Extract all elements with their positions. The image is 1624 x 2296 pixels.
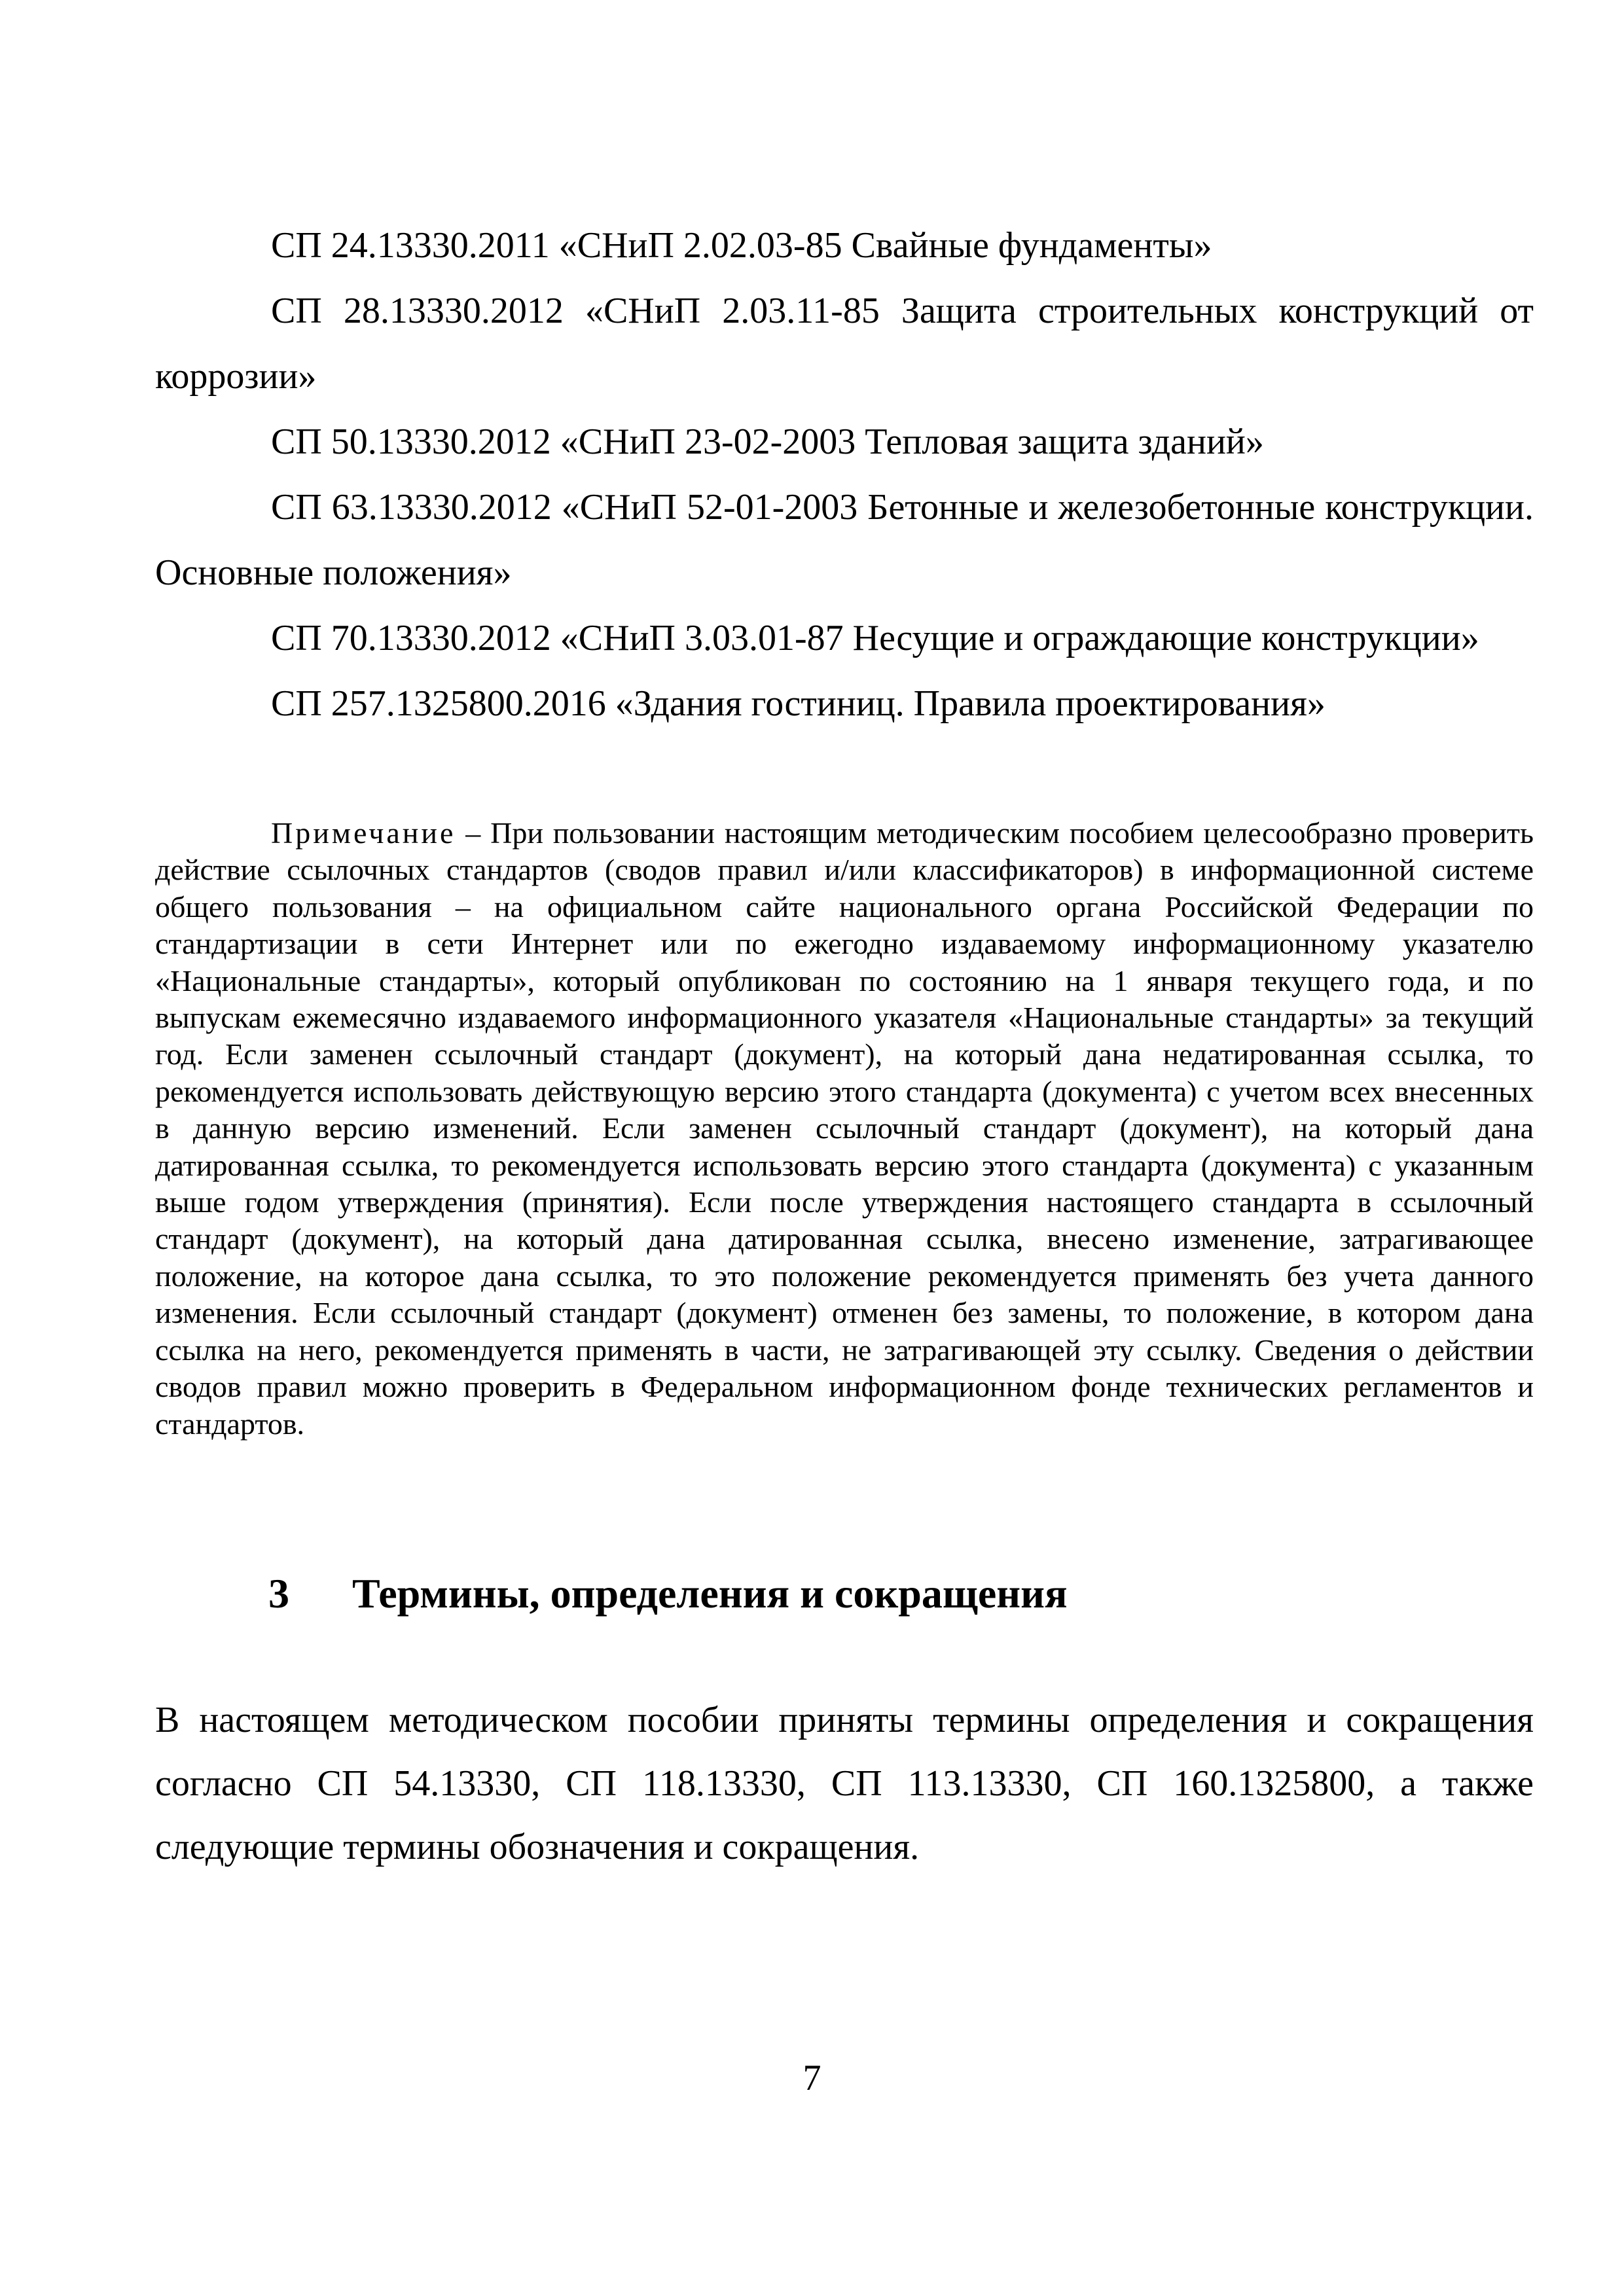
normative-references-list (155, 213, 1534, 736)
reference-item: СП 24.13330.2011 «СНиП 2.02.03-85 Свайные фундаменты» (271, 225, 1212, 266)
note-text: – При пользовании настоящим методическим пособием целесообразно проверить действие ссылочных стандартов (сводов правил и/или классификаторов) в информационной системе общего пользования – на официальном сайте национального органа Российской Федерации по стандартизации в сети Интернет или по ежегодно издаваемому информационному указателю «Национальные стандарты», который опубликован по состоянию на 1 января текущего года, и по выпускам ежемесячно издаваемого информационного указателя «Национальные стандарты» за текущий год. Если заменен ссылочный стандарт (документ), на который дана недатированная ссылка, то рекомендуется использовать действующую версию этого стандарта (документа) с учетом всех внесенных в данную версию изменений. Если заменен ссылочный стандарт (документ), на который дана датированная ссылка, то рекомендуется использовать версию этого стандарта (документа) с указанным выше годом утверждения (принятия). Если после утверждения настоящего стандарта в ссылочный стандарт (документ), на который дана датированная ссылка, внесено изменение, затрагивающее положение, на которое дана ссылка, то это положение рекомендуется применять без учета данного изменения. Если ссылочный стандарт (документ) отменен без замены, то положение, в котором дана ссылка на него, рекомендуется применять в части, не затрагивающей эту ссылку. Сведения о действии сводов правил можно проверить в Федеральном информационном фонде технических регламентов и стандартов. (155, 816, 1534, 1441)
intro-paragraph: В настоящем методическом пособии приняты термины определения и сокращения согласно СП 54.13330, СП 118.13330, СП 113.13330, СП 160.1325800, а также следующие термины обозначения и сокращения. (155, 1700, 1534, 1867)
reference-item: СП 63.13330.2012 «СНиП 52-01-2003 Бетонные и железобетонные конструкции. Основные положения» (155, 487, 1534, 593)
reference-item: СП 257.1325800.2016 «Здания гостиниц. Правила проектирования» (271, 683, 1326, 724)
section-heading (268, 1568, 1068, 1620)
section-title: Термины, определения и сокращения (352, 1570, 1068, 1617)
note-paragraph (155, 815, 1534, 1443)
section-number: 3 (268, 1570, 289, 1617)
reference-item: СП 50.13330.2012 «СНиП 23-02-2003 Тепловая защита зданий» (271, 422, 1264, 462)
page-number: 7 (803, 2058, 821, 2098)
reference-item: СП 70.13330.2012 «СНиП 3.03.01-87 Несущие и ограждающие конструкции» (271, 618, 1479, 658)
note-label: Примечание (271, 816, 456, 850)
reference-item: СП 28.13330.2012 «СНиП 2.03.11-85 Защита строительных конструкций от коррозии» (155, 291, 1534, 397)
